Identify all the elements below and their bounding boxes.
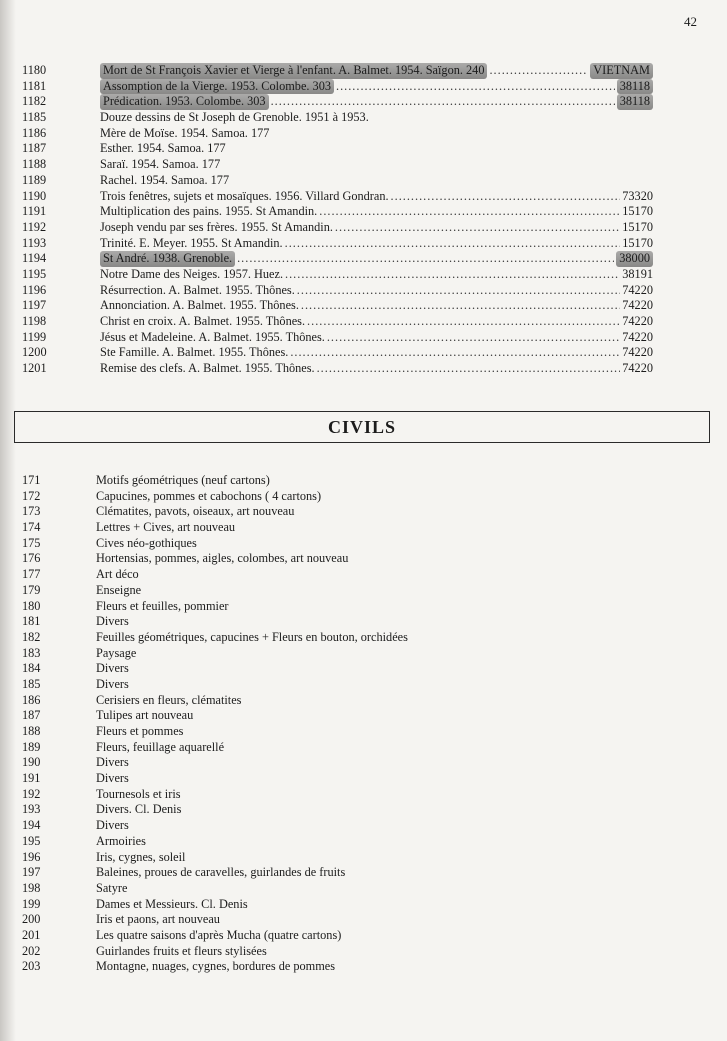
entry-number: 191 bbox=[22, 771, 41, 786]
entry-number: 1185 bbox=[22, 110, 47, 125]
religious-entry-row bbox=[0, 361, 727, 377]
entry-code: 15170 bbox=[622, 219, 653, 234]
entry-title: Lettres + Cives, art nouveau bbox=[96, 520, 236, 535]
entry-number: 1182 bbox=[22, 94, 47, 109]
civil-entry-row bbox=[0, 504, 727, 520]
entry-title: Armoiries bbox=[96, 833, 146, 848]
entry-number: 173 bbox=[22, 504, 41, 519]
dot-leader bbox=[319, 204, 620, 220]
entry-title: Motifs géométriques (neuf cartons) bbox=[96, 473, 270, 487]
dot-leader bbox=[237, 251, 614, 267]
civil-entry-row bbox=[0, 536, 727, 552]
religious-entry-row bbox=[0, 220, 727, 236]
dot-leader bbox=[391, 189, 621, 205]
religious-entry-row bbox=[0, 298, 727, 314]
entry-number: 201 bbox=[22, 927, 41, 942]
entry-title: Divers bbox=[96, 771, 129, 786]
entry-title: Annonciation. A. Balmet. 1955. Thônes. bbox=[100, 298, 299, 313]
dot-leader bbox=[285, 267, 620, 283]
entry-title: Les quatre saisons d'après Mucha (quatre cartons) bbox=[96, 927, 342, 942]
entry-number: 180 bbox=[22, 598, 41, 613]
religious-entry-row bbox=[0, 330, 727, 346]
entry-title: Feuilles géométriques, capucines + Fleurs en bouton, orchidées bbox=[96, 629, 408, 644]
entry-title: Art déco bbox=[96, 567, 139, 582]
civil-entry-row bbox=[0, 520, 727, 536]
civil-entry-row bbox=[0, 630, 727, 646]
entry-number: 1189 bbox=[22, 172, 47, 187]
entry-title: Assomption de la Vierge. 1953. Colombe. 303 bbox=[100, 79, 334, 95]
civil-entry-row bbox=[0, 724, 727, 740]
dot-leader bbox=[271, 94, 615, 110]
entry-number: 190 bbox=[22, 755, 41, 770]
entry-line bbox=[100, 63, 653, 79]
dot-leader bbox=[290, 345, 620, 361]
dot-leader bbox=[285, 236, 621, 252]
religious-entry-row bbox=[0, 189, 727, 205]
entry-title: Esther. 1954. Samoa. 177 bbox=[100, 141, 226, 156]
entry-line bbox=[100, 267, 653, 283]
civil-entry-row bbox=[0, 912, 727, 928]
religious-entry-row bbox=[0, 79, 727, 95]
entry-number: 176 bbox=[22, 551, 41, 566]
entry-number: 195 bbox=[22, 833, 41, 848]
entry-title: Résurrection. A. Balmet. 1955. Thônes. bbox=[100, 282, 295, 297]
entry-code: 38191 bbox=[622, 266, 653, 281]
entry-title: Iris, cygnes, soleil bbox=[96, 849, 186, 864]
civil-entry-row bbox=[0, 818, 727, 834]
entry-title: Iris et paons, art nouveau bbox=[96, 912, 220, 927]
entry-number: 184 bbox=[22, 661, 41, 676]
civil-entry-row bbox=[0, 897, 727, 913]
entry-line bbox=[100, 141, 653, 157]
entry-line bbox=[100, 345, 653, 361]
entry-line bbox=[100, 173, 653, 189]
dot-leader bbox=[489, 63, 588, 79]
entry-title: Hortensias, pommes, aigles, colombes, art nouveau bbox=[96, 551, 349, 566]
entry-line bbox=[100, 283, 653, 299]
entry-title: Divers bbox=[96, 661, 129, 676]
entry-title: Trois fenêtres, sujets et mosaïques. 1956. Villard Gondran. bbox=[100, 188, 389, 203]
civil-entry-row bbox=[0, 771, 727, 787]
dot-leader bbox=[307, 314, 620, 330]
entry-number: 199 bbox=[22, 896, 41, 911]
civil-entry-row bbox=[0, 583, 727, 599]
entry-title: Montagne, nuages, cygnes, bordures de pommes bbox=[96, 959, 336, 974]
religious-entry-row bbox=[0, 267, 727, 283]
entry-title: Fleurs et pommes bbox=[96, 724, 184, 738]
religious-entries-list bbox=[0, 63, 727, 377]
entry-number: 202 bbox=[22, 943, 41, 958]
entry-code: 38118 bbox=[617, 94, 653, 110]
entry-code: 73320 bbox=[622, 188, 653, 203]
civil-entry-row bbox=[0, 928, 727, 944]
entry-code: 74220 bbox=[622, 329, 653, 344]
religious-entry-row bbox=[0, 345, 727, 361]
entry-number: 203 bbox=[22, 959, 41, 974]
entry-title: Christ en croix. A. Balmet. 1955. Thônes. bbox=[100, 314, 306, 328]
entry-code: 74220 bbox=[622, 345, 653, 360]
religious-entry-row bbox=[0, 141, 727, 157]
entry-title: Cerisiers en fleurs, clématites bbox=[96, 692, 242, 707]
entry-number: 192 bbox=[22, 786, 41, 801]
entry-code: 38000 bbox=[616, 251, 653, 267]
entry-code: 15170 bbox=[622, 204, 653, 219]
entry-title: Fleurs et feuilles, pommier bbox=[96, 598, 229, 613]
entry-title: Enseigne bbox=[96, 582, 142, 597]
entry-title: Guirlandes fruits et fleurs stylisées bbox=[96, 943, 267, 958]
entry-title: Capucines, pommes et cabochons ( 4 cartons) bbox=[96, 488, 322, 503]
entry-number: 196 bbox=[22, 849, 41, 864]
civil-entry-row bbox=[0, 959, 727, 975]
civil-entry-row bbox=[0, 834, 727, 850]
civil-entry-row bbox=[0, 944, 727, 960]
entry-number: 174 bbox=[22, 520, 41, 535]
entry-number: 200 bbox=[22, 912, 41, 927]
entry-number: 1192 bbox=[22, 219, 47, 234]
entry-number: 1181 bbox=[22, 78, 47, 93]
dot-leader bbox=[317, 361, 621, 377]
entry-number: 1198 bbox=[22, 314, 47, 328]
civil-entry-row bbox=[0, 661, 727, 677]
religious-entry-row bbox=[0, 157, 727, 173]
entry-title: Mère de Moïse. 1954. Samoa. 177 bbox=[100, 125, 270, 140]
entry-title: Ste Famille. A. Balmet. 1955. Thônes. bbox=[100, 345, 289, 360]
religious-entry-row bbox=[0, 204, 727, 220]
entry-number: 1194 bbox=[22, 251, 47, 266]
entry-number: 1187 bbox=[22, 141, 47, 156]
entry-title: Divers bbox=[96, 676, 129, 691]
religious-entry-row bbox=[0, 283, 727, 299]
religious-entry-row bbox=[0, 236, 727, 252]
entry-title: St André. 1938. Grenoble. bbox=[100, 251, 235, 267]
entry-number: 1200 bbox=[22, 345, 47, 360]
entry-title: Divers bbox=[96, 755, 129, 770]
entry-line bbox=[100, 298, 653, 314]
entry-title: Tournesols et iris bbox=[96, 786, 181, 801]
entry-number: 175 bbox=[22, 535, 41, 550]
civil-entry-row bbox=[0, 693, 727, 709]
entry-title: Fleurs, feuillage aquarellé bbox=[96, 739, 225, 754]
entry-number: 188 bbox=[22, 724, 41, 738]
entry-title: Prédication. 1953. Colombe. 303 bbox=[100, 94, 269, 110]
entry-title: Satyre bbox=[96, 880, 128, 895]
entry-number: 1180 bbox=[22, 63, 47, 77]
entry-number: 187 bbox=[22, 708, 41, 723]
entry-title: Mort de St François Xavier et Vierge à l'enfant. A. Balmet. 1954. Saïgon. 240 bbox=[100, 63, 487, 79]
civil-entry-row bbox=[0, 850, 727, 866]
religious-entry-row bbox=[0, 94, 727, 110]
entry-number: 171 bbox=[22, 473, 41, 487]
entry-number: 189 bbox=[22, 739, 41, 754]
entry-number: 181 bbox=[22, 614, 41, 629]
civil-entry-row bbox=[0, 755, 727, 771]
dot-leader bbox=[301, 298, 620, 314]
religious-entry-row bbox=[0, 251, 727, 267]
civil-entry-row bbox=[0, 567, 727, 583]
civil-entries-list bbox=[0, 473, 727, 975]
entry-number: 194 bbox=[22, 818, 41, 833]
entry-number: 1188 bbox=[22, 157, 47, 172]
civil-entry-row bbox=[0, 473, 727, 489]
entry-title: Tulipes art nouveau bbox=[96, 708, 194, 723]
entry-line bbox=[100, 79, 653, 95]
civil-entry-row bbox=[0, 614, 727, 630]
entry-title: Dames et Messieurs. Cl. Denis bbox=[96, 896, 248, 911]
civil-entry-row bbox=[0, 599, 727, 615]
entry-line bbox=[100, 204, 653, 220]
entry-number: 1191 bbox=[22, 204, 47, 219]
entry-line bbox=[100, 251, 653, 267]
entry-title: Divers bbox=[96, 818, 129, 833]
section-heading: CIVILS bbox=[327, 417, 397, 437]
civil-entry-row bbox=[0, 881, 727, 897]
entry-title: Divers. Cl. Denis bbox=[96, 802, 182, 817]
entry-number: 193 bbox=[22, 802, 41, 817]
entry-number: 198 bbox=[22, 880, 41, 895]
religious-entry-row bbox=[0, 173, 727, 189]
entry-title: Notre Dame des Neiges. 1957. Huez. bbox=[100, 266, 284, 281]
entry-title: Jésus et Madeleine. A. Balmet. 1955. Thônes. bbox=[100, 329, 325, 344]
entry-title: Divers bbox=[96, 614, 129, 629]
entry-number: 186 bbox=[22, 692, 41, 707]
entry-number: 182 bbox=[22, 629, 41, 644]
entry-code: 38118 bbox=[617, 79, 653, 95]
entry-line bbox=[100, 126, 653, 142]
dot-leader bbox=[335, 220, 620, 236]
entry-number: 1186 bbox=[22, 125, 47, 140]
entry-line bbox=[100, 361, 653, 377]
entry-number: 185 bbox=[22, 676, 41, 691]
dot-leader bbox=[327, 330, 620, 346]
entry-number: 1190 bbox=[22, 188, 47, 203]
entry-line bbox=[100, 330, 653, 346]
religious-entry-row bbox=[0, 126, 727, 142]
entry-title: Trinité. E. Meyer. 1955. St Amandin. bbox=[100, 235, 283, 250]
religious-entry-row bbox=[0, 63, 727, 79]
dot-leader bbox=[297, 283, 620, 299]
civil-entry-row bbox=[0, 489, 727, 505]
entry-line bbox=[100, 94, 653, 110]
civil-entry-row bbox=[0, 551, 727, 567]
entry-title: Joseph vendu par ses frères. 1955. St Amandin. bbox=[100, 219, 333, 234]
civil-entry-row bbox=[0, 646, 727, 662]
religious-entry-row bbox=[0, 110, 727, 126]
entry-number: 1197 bbox=[22, 298, 47, 313]
entry-title: Remise des clefs. A. Balmet. 1955. Thônes. bbox=[100, 361, 315, 376]
entry-number: 1199 bbox=[22, 329, 47, 344]
civil-entry-row bbox=[0, 677, 727, 693]
entry-code: VIETNAM bbox=[590, 63, 653, 79]
civil-entry-row bbox=[0, 865, 727, 881]
entry-line bbox=[100, 314, 653, 330]
entry-title: Multiplication des pains. 1955. St Amandin. bbox=[100, 204, 318, 219]
entry-code: 15170 bbox=[622, 235, 653, 250]
entry-line bbox=[100, 220, 653, 236]
entry-number: 1196 bbox=[22, 282, 47, 297]
civil-entry-row bbox=[0, 708, 727, 724]
page-number: 42 bbox=[684, 14, 697, 29]
entry-title: Rachel. 1954. Samoa. 177 bbox=[100, 172, 230, 187]
entry-line bbox=[100, 157, 653, 173]
civils-heading-box bbox=[14, 411, 710, 443]
entry-number: 1201 bbox=[22, 361, 47, 376]
entry-title: Douze dessins de St Joseph de Grenoble. 1951 à 1953. bbox=[100, 110, 369, 125]
civil-entry-row bbox=[0, 787, 727, 803]
entry-number: 177 bbox=[22, 567, 41, 582]
civil-entry-row bbox=[0, 740, 727, 756]
entry-number: 183 bbox=[22, 645, 41, 660]
entry-number: 179 bbox=[22, 582, 41, 597]
dot-leader bbox=[336, 79, 615, 95]
entry-title: Baleines, proues de caravelles, guirlandes de fruits bbox=[96, 865, 346, 880]
entry-title: Clématites, pavots, oiseaux, art nouveau bbox=[96, 504, 295, 519]
entry-number: 172 bbox=[22, 488, 41, 503]
entry-title: Paysage bbox=[96, 645, 137, 660]
entry-line bbox=[100, 236, 653, 252]
civil-entry-row bbox=[0, 802, 727, 818]
entry-code: 74220 bbox=[622, 314, 653, 328]
entry-number: 1193 bbox=[22, 235, 47, 250]
entry-title: Saraï. 1954. Samoa. 177 bbox=[100, 157, 221, 172]
entry-number: 197 bbox=[22, 865, 41, 880]
entry-code: 74220 bbox=[622, 298, 653, 313]
entry-number: 1195 bbox=[22, 266, 47, 281]
entry-code: 74220 bbox=[622, 361, 653, 376]
entry-line bbox=[100, 110, 653, 126]
religious-entry-row bbox=[0, 314, 727, 330]
entry-line bbox=[100, 189, 653, 205]
entry-code: 74220 bbox=[622, 282, 653, 297]
entry-title: Cives néo-gothiques bbox=[96, 535, 197, 550]
